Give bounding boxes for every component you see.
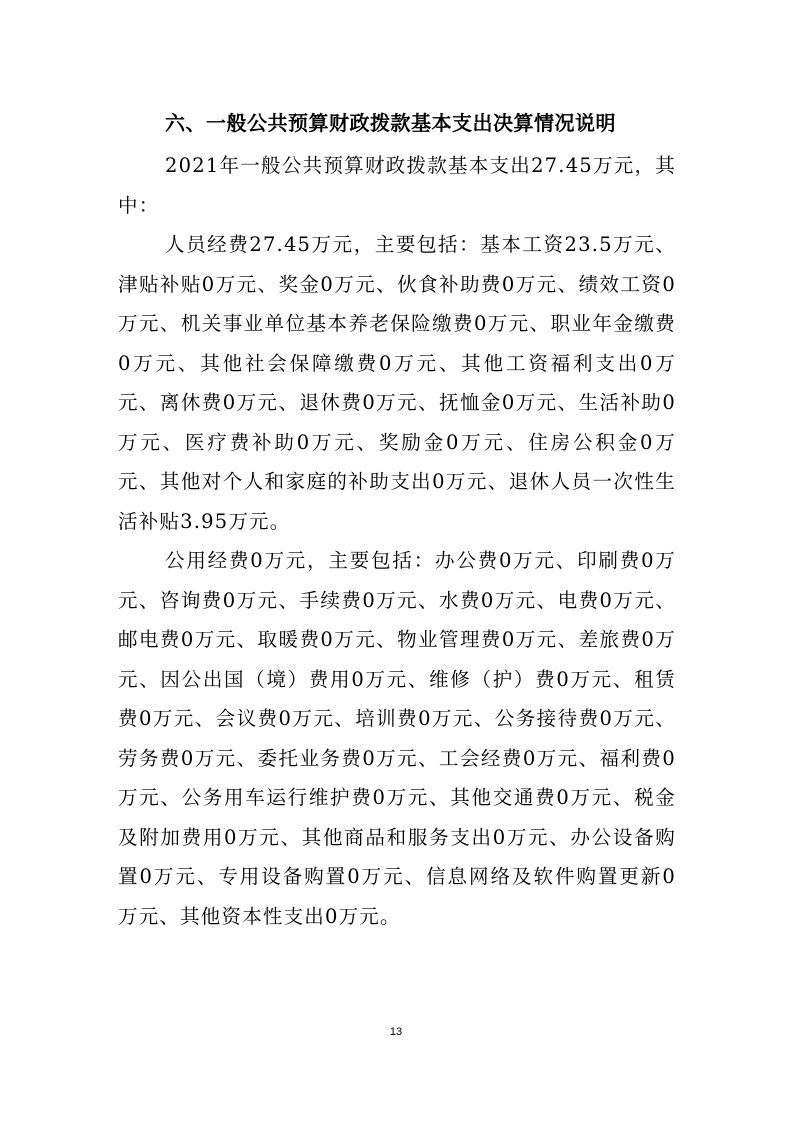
section-heading: 六、一般公共预算财政拨款基本支出决算情况说明 bbox=[165, 111, 616, 135]
paragraph-public-expenses: 公用经费0万元，主要包括：办公费0万元、印刷费0万元、咨询费0万元、手续费0万元、水费0万元、电费0万元、邮电费0万元、取暖费0万元、物业管理费0万元、差旅费0万元、因公出国（境）费用0万元、维修（护）费0万元、租赁费0万元、会议费0万元、培训费0万元、公务接待费0万元、劳务费0万元、委托业务费0万元、工会经费0万元、福利费0万元、公务用车运行维护费0万元、其他交通费0万元、税金及附加费用0万元、其他商品和服务支出0万元、办公设备购置0万元、专用设备购置0万元、信息网络及软件购置更新0万元、其他资本性支出0万元。 bbox=[118, 549, 676, 928]
page-number: 13 bbox=[389, 1026, 403, 1038]
paragraph-summary: 2021年一般公共预算财政拨款基本支出27.45万元，其中： bbox=[118, 154, 676, 217]
paragraph-personnel-expenses: 人员经费27.45万元，主要包括：基本工资23.5万元、津贴补贴0万元、奖金0万元、伙食补助费0万元、绩效工资0万元、机关事业单位基本养老保险缴费0万元、职业年金缴费0万元、其他社会保障缴费0万元、其他工资福利支出0万元、离休费0万元、退休费0万元、抚恤金0万元、生活补助0万元、医疗费补助0万元、奖励金0万元、住房公积金0万元、其他对个人和家庭的补助支出0万元、退休人员一次性生活补贴3.95万元。 bbox=[118, 233, 676, 533]
